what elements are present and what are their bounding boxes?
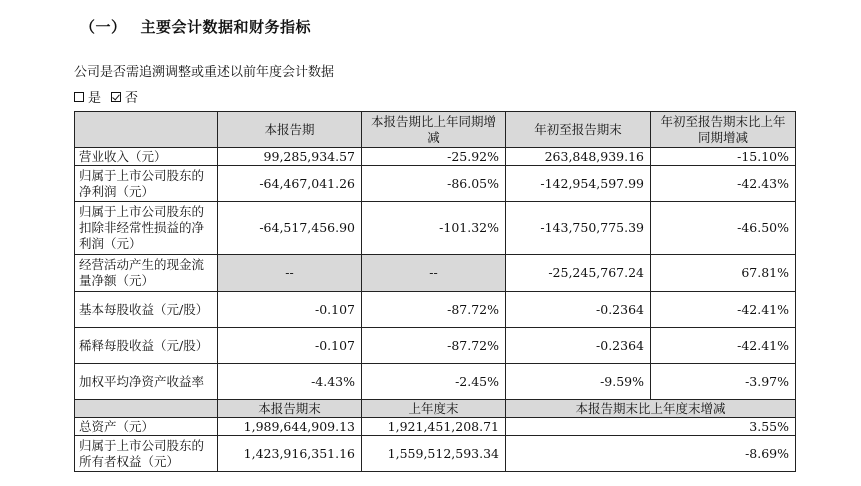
restatement-question: 公司是否需追溯调整或重述以前年度会计数据: [74, 65, 335, 80]
cell: 67.81%: [651, 255, 796, 292]
header-period-end: 本报告期末: [218, 400, 362, 418]
header-ytd-yoy: 年初至报告期末比上年同期增减: [651, 112, 796, 148]
table-row: [75, 166, 796, 202]
cell: -42.41%: [651, 328, 796, 364]
row-label: 营业收入（元）: [75, 148, 218, 166]
cell: -2.45%: [362, 364, 506, 400]
table-row: [75, 202, 796, 255]
cell: -42.43%: [651, 166, 796, 202]
cell: -87.72%: [362, 328, 506, 364]
table-row: [75, 418, 796, 436]
yes-checkbox[interactable]: [74, 92, 84, 102]
header-current-period: 本报告期: [218, 112, 362, 148]
row-label: 归属于上市公司股东的扣除非经常性损益的净利润（元）: [75, 202, 218, 255]
cell: 1,423,916,351.16: [218, 436, 362, 472]
table-row: [75, 328, 796, 364]
cell: -86.05%: [362, 166, 506, 202]
header-change-vs-prior-year-end: 本报告期末比上年度末增减: [506, 400, 796, 418]
table-subheader-row: [75, 400, 796, 418]
cell: -64,467,041.26: [218, 166, 362, 202]
no-label: 否: [125, 91, 139, 106]
table-row: [75, 292, 796, 328]
header-prior-year-end: 上年度末: [362, 400, 506, 418]
row-label: 归属于上市公司股东的净利润（元）: [75, 166, 218, 202]
cell: -9.59%: [506, 364, 651, 400]
header-ytd: 年初至报告期末: [506, 112, 651, 148]
cell: -15.10%: [651, 148, 796, 166]
table-row: [75, 436, 796, 472]
yes-label: 是: [88, 91, 102, 106]
header-current-period-yoy: 本报告期比上年同期增减: [362, 112, 506, 148]
row-label: 总资产（元）: [75, 418, 218, 436]
cell: -142,954,597.99: [506, 166, 651, 202]
row-label: 基本每股收益（元/股）: [75, 292, 218, 328]
subheader-blank: [75, 400, 218, 418]
cell: -0.2364: [506, 328, 651, 364]
cell: -0.107: [218, 328, 362, 364]
table-row: [75, 364, 796, 400]
table-header-row: [75, 112, 796, 148]
section-title: 主要会计数据和财务指标: [140, 18, 312, 36]
cell: -8.69%: [506, 436, 796, 472]
table-row: [75, 148, 796, 166]
restatement-choice: [74, 87, 138, 106]
header-blank: [75, 112, 218, 148]
cell: --: [362, 255, 506, 292]
cell: 1,559,512,593.34: [362, 436, 506, 472]
cell: -101.32%: [362, 202, 506, 255]
table-row: [75, 255, 796, 292]
cell: 3.55%: [506, 418, 796, 436]
cell: -42.41%: [651, 292, 796, 328]
cell: -46.50%: [651, 202, 796, 255]
cell: -25.92%: [362, 148, 506, 166]
cell: --: [218, 255, 362, 292]
row-label: 稀释每股收益（元/股）: [75, 328, 218, 364]
cell: -87.72%: [362, 292, 506, 328]
cell: -4.43%: [218, 364, 362, 400]
row-label: 加权平均净资产收益率: [75, 364, 218, 400]
cell: 1,921,451,208.71: [362, 418, 506, 436]
cell: -64,517,456.90: [218, 202, 362, 255]
financial-data-table: [74, 111, 796, 472]
cell: 1,989,644,909.13: [218, 418, 362, 436]
cell: -0.107: [218, 292, 362, 328]
section-number: （一）: [80, 18, 127, 36]
row-label: 经营活动产生的现金流量净额（元）: [75, 255, 218, 292]
cell: -0.2364: [506, 292, 651, 328]
no-checkbox[interactable]: [111, 92, 121, 102]
cell: -143,750,775.39: [506, 202, 651, 255]
cell: -25,245,767.24: [506, 255, 651, 292]
cell: -3.97%: [651, 364, 796, 400]
section-heading: [80, 16, 311, 37]
row-label: 归属于上市公司股东的所有者权益（元）: [75, 436, 218, 472]
cell: 263,848,939.16: [506, 148, 651, 166]
cell: 99,285,934.57: [218, 148, 362, 166]
